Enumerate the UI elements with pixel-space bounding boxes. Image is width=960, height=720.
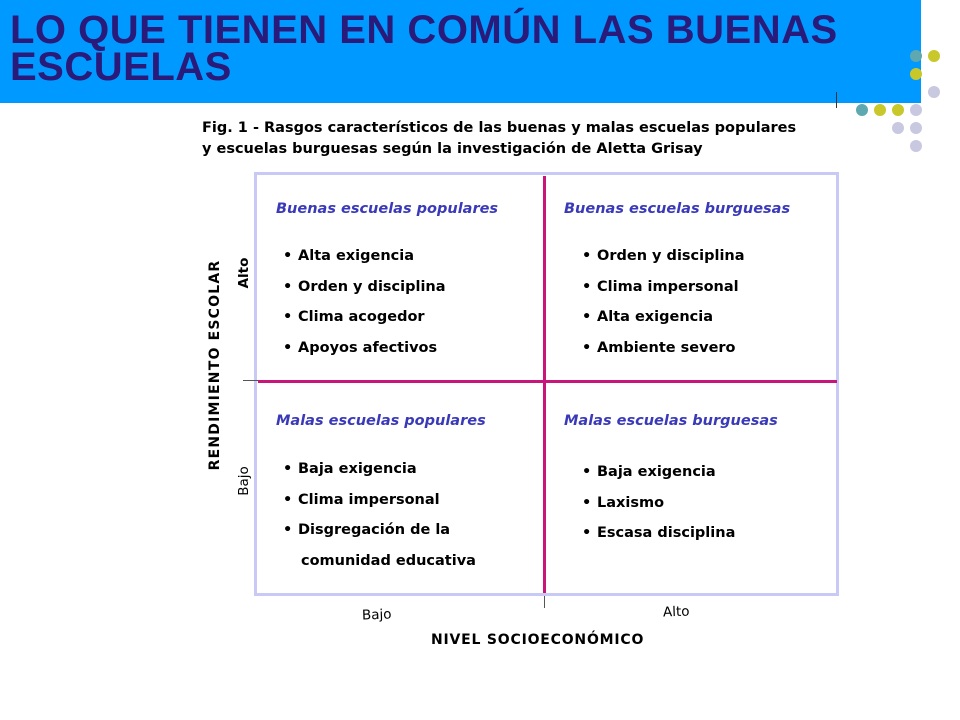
caption-line-2: y escuelas burguesas según la investigación de Aletta Grisay: [202, 141, 703, 157]
list-item: • Apoyos afectivos: [283, 338, 446, 369]
x-axis-label: NIVEL SOCIOECONÓMICO: [431, 632, 645, 648]
figure-caption: [202, 118, 796, 160]
decorative-dot-lavender: [910, 140, 922, 152]
quadrant-title-good-popular: Buenas escuelas populares: [276, 201, 499, 217]
decorative-dot-olive: [928, 50, 940, 62]
list-item: • Orden y disciplina: [283, 277, 446, 308]
list-item: • Clima impersonal: [582, 277, 745, 308]
y-axis-low-label: Bajo: [236, 466, 252, 496]
list-item: • Orden y disciplina: [582, 246, 745, 277]
quadrant-list-bad-bourgeois: [582, 462, 735, 554]
decorative-line: [836, 92, 837, 108]
list-item: comunidad educativa: [301, 552, 476, 569]
x-axis-high-label: Alto: [662, 603, 690, 621]
horizontal-divider: [258, 380, 837, 383]
decorative-dot-olive: [892, 104, 904, 116]
list-item: • Alta exigencia: [283, 246, 446, 277]
x-axis-tick: [544, 596, 545, 608]
list-item: • Baja exigencia: [283, 459, 476, 490]
quadrant-list-good-bourgeois: [582, 246, 745, 368]
list-item: • Ambiente severo: [582, 338, 745, 369]
list-item: • Clima acogedor: [283, 307, 446, 338]
vertical-divider: [543, 176, 546, 593]
decorative-dot-lavender: [910, 122, 922, 134]
decorative-dot-olive: [874, 104, 886, 116]
decorative-dot-olive: [910, 68, 922, 80]
decorative-dot-lavender: [892, 122, 904, 134]
quadrant-title-bad-popular: Malas escuelas populares: [276, 413, 486, 429]
list-item: • Baja exigencia: [582, 462, 735, 493]
list-item: • Clima impersonal: [283, 490, 476, 521]
decorative-dot-teal: [910, 50, 922, 62]
list-item: • Escasa disciplina: [582, 523, 735, 554]
list-item: • Disgregación de la: [283, 520, 476, 551]
quadrant-title-bad-bourgeois: Malas escuelas burguesas: [564, 413, 778, 429]
y-axis-label: RENDIMIENTO ESCOLAR: [207, 259, 223, 471]
slide-title: LO QUE TIENEN EN COMÚN LAS BUENAS ESCUELAS: [10, 8, 838, 89]
decorative-dot-teal: [856, 104, 868, 116]
y-axis-tick: [243, 380, 258, 381]
list-item: • Alta exigencia: [582, 307, 745, 338]
title-bar: [0, 0, 921, 103]
decorative-dot-lavender: [928, 86, 940, 98]
quadrant-title-good-bourgeois: Buenas escuelas burguesas: [564, 201, 791, 217]
caption-line-1: Fig. 1 - Rasgos característicos de las buenas y malas escuelas populares: [202, 120, 797, 136]
decorative-dot-lavender: [910, 104, 922, 116]
quadrant-list-bad-popular: [283, 459, 476, 581]
y-axis-high-label: Alto: [236, 257, 252, 289]
quadrant-list-good-popular: [283, 246, 446, 368]
list-item: • Laxismo: [582, 493, 735, 524]
x-axis-low-label: Bajo: [361, 606, 392, 624]
